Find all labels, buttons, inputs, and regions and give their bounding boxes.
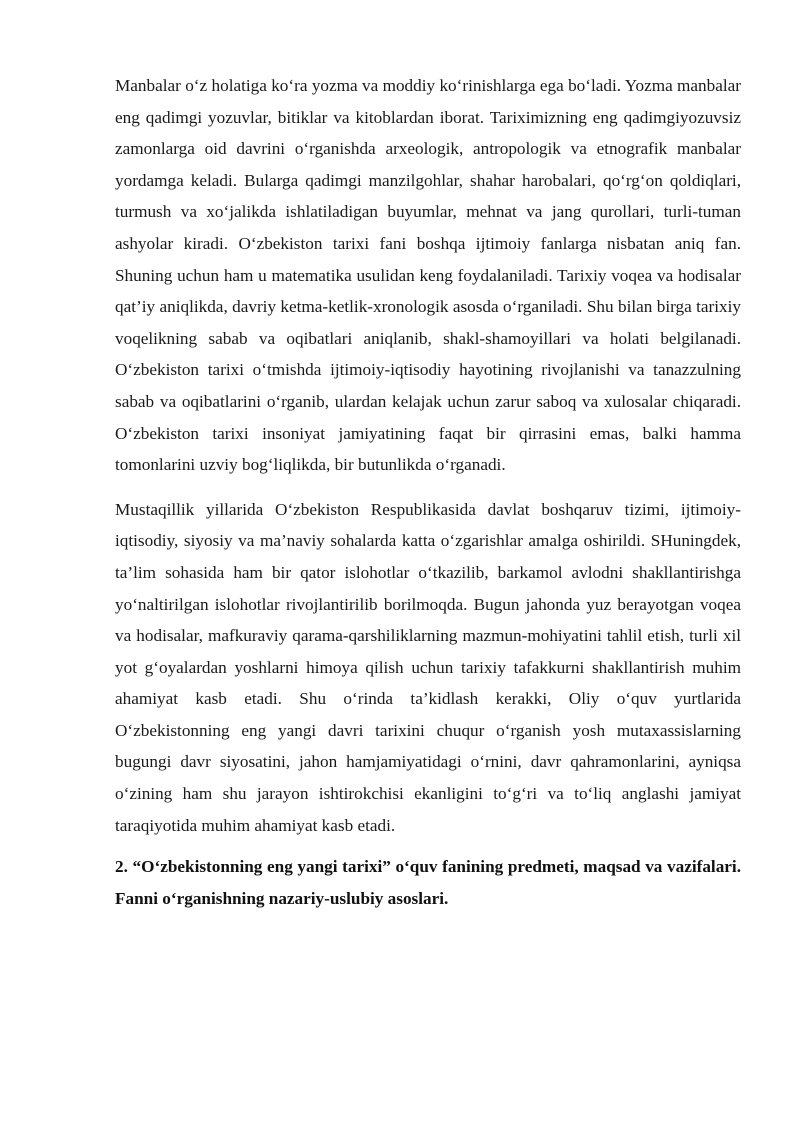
paragraph-independence: Mustaqillik yillarida O‘zbekiston Respublikasida davlat boshqaruv tizimi, ijtimoiy-iqtisodiy, siyosiy va ma’naviy sohalarda katta o‘zgarishlar amalga oshirildi. SHuningdek, ta’lim sohasida ham bir qator islohotlar o‘tkazilib, barkamol avlodni shakllantirishga yo‘naltirilgan islohotlar rivojlantirilib borilmoqda. Bugun jahonda yuz berayotgan voqea va hodisalar, mafkuraviy qarama-qarshiliklarning mazmun-mohiyatini tahlil etish, turli xil yot g‘oyalardan yoshlarni himoya qilish uchun tarixiy tafakkurni shakllantirish muhim ahamiyat kasb etadi. Shu o‘rinda ta’kidlash kerakki, Oliy o‘quv yurtlarida O‘zbekistonning eng yangi davri tarixini chuqur o‘rganish yosh mutaxassislarning bugungi davr siyosatini, jahon hamjamiyatidagi o‘rnini, davr qahramonlarini, ayniqsa o‘zining ham shu jarayon ishtirokchisi ekanligini to‘g‘ri va to‘liq anglashi jamiyat taraqiyotida muhim ahamiyat kasb etadi. — [115, 499, 741, 835]
document-body — [115, 70, 741, 914]
paragraph-sources: Manbalar o‘z holatiga ko‘ra yozma va moddiy ko‘rinishlarga ega bo‘ladi. Yozma manbalar eng qadimgi yozuvlar, bitiklar va kitoblardan iborat. Tariximizning eng qadimgiyozuvsiz zamonlarga oid davrini o‘rganishda arxeologik, antropologik va etnografik manbalar yordamga keladi. Bularga qadimgi manzilgohlar, shahar harobalari, qo‘rg‘on qoldiqlari, turmush va xo‘jalikda ishlatiladigan buyumlar, mehnat va jang qurollari, turli-tuman ashyolar kiradi. O‘zbekiston tarixi fani boshqa ijtimoiy fanlarga nisbatan aniq fan. Shuning uchun ham u matematika usulidan keng foydalaniladi. Tarixiy voqea va hodisalar qat’iy aniqlikda, davriy ketma-ketlik-xronologik asosda o‘rganiladi. Shu bilan birga tarixiy voqelikning sabab va oqibatlari aniqlanib, shakl-shamoyillari va holati belgilanadi. O‘zbekiston tarixi o‘tmishda ijtimoiy-iqtisodiy hayotining rivojlanishi va tanazzulning sabab va oqibatlarini o‘rganib, ulardan kelajak uchun zarur saboq va xulosalar chiqaradi. O‘zbekiston tarixi insoniyat jamiyatining faqat bir qirrasini emas, balki hamma tomonlarini uzviy bog‘liqlikda, bir butunlikda o‘rganadi. — [115, 76, 741, 475]
section-heading: 2. “O‘zbekistonning eng yangi tarixi” o‘quv fanining predmeti, maqsad va vazifalari. Fanni o‘rganishning nazariy-uslubiy asoslari. — [115, 857, 741, 908]
